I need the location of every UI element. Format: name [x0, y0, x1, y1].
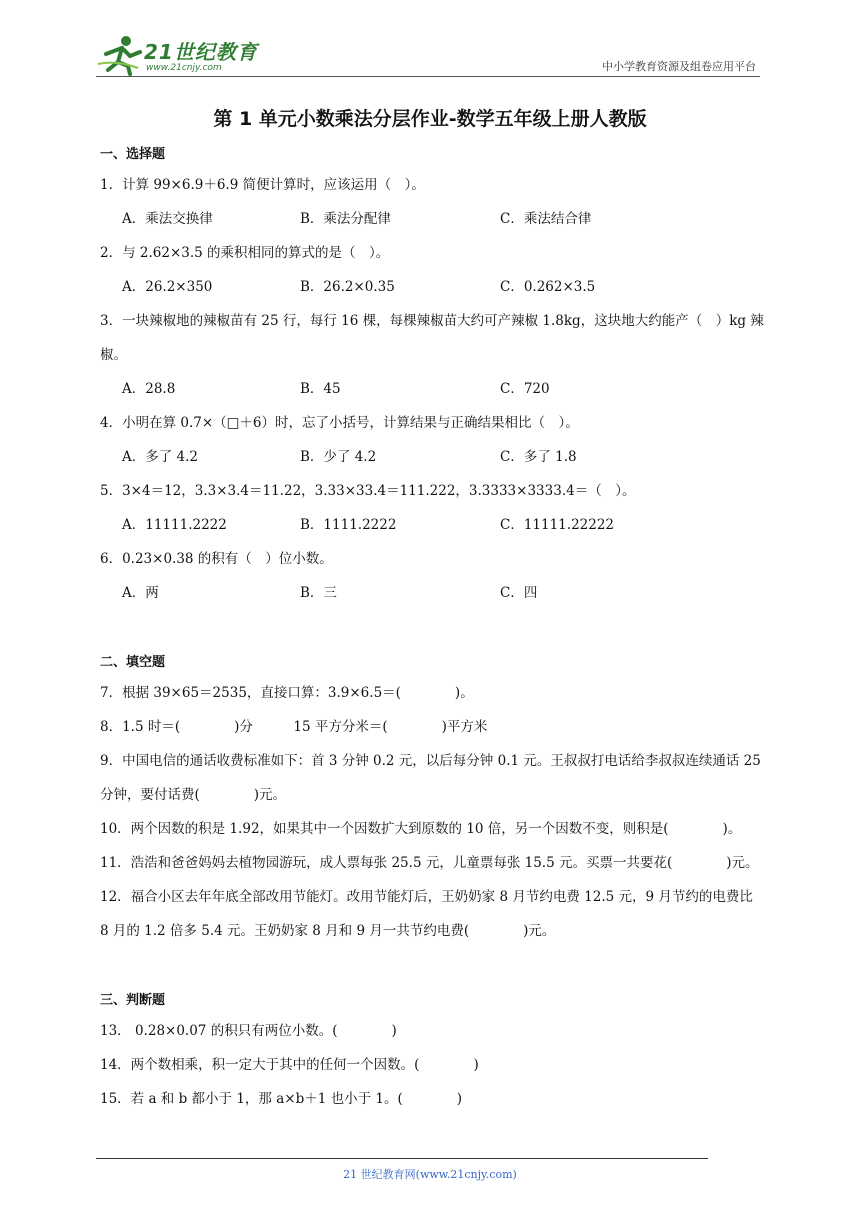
- option: A．两: [122, 585, 159, 601]
- runner-logo-icon: [96, 34, 144, 76]
- option: B．乘法分配律: [300, 211, 391, 227]
- option: B．26.2×0.35: [300, 279, 395, 295]
- header-platform-text: 中小学教育资源及组卷应用平台: [602, 60, 756, 73]
- options-3: [100, 372, 764, 406]
- question-5: 5．3×4＝12，3.3×3.4＝11.22，3.33×33.4＝111.222，3.3333×3333.4＝（ ）。: [100, 483, 636, 499]
- footer-divider: [96, 1158, 708, 1159]
- question-8: 8．1.5 时＝( )分 15 平方分米＝( )平方米: [100, 719, 488, 735]
- question-7: 7．根据 39×65＝2535，直接口算：3.9×6.5＝( )。: [100, 685, 474, 701]
- option: B．45: [300, 381, 341, 397]
- option: C．0.262×3.5: [500, 279, 596, 295]
- section-fill: 二、填空题: [100, 655, 166, 670]
- question-13: 13． 0.28×0.07 的积只有两位小数。( ): [100, 1023, 397, 1039]
- option: A．28.8: [122, 381, 176, 397]
- option: C．多了 1.8: [500, 449, 577, 465]
- question-1: 1．计算 99×6.9＋6.9 简便计算时，应该运用（ ）。: [100, 177, 425, 193]
- question-6: 6．0.23×0.38 的积有（ ）位小数。: [100, 551, 333, 567]
- options-1: [100, 202, 764, 236]
- question-12: 12．福合小区去年年底全部改用节能灯。改用节能灯后，王奶奶家 8 月节约电费 12.5 元，9 月节约的电费比 8 月的 1.2 倍多 5.4 元。王奶奶家 8 月和 9 月一共节约电费( )元。: [100, 889, 753, 939]
- option: C．四: [500, 585, 538, 601]
- logo: [96, 34, 266, 76]
- section-choice: 一、选择题: [100, 147, 166, 162]
- question-10: 10．两个因数的积是 1.92，如果其中一个因数扩大到原数的 10 倍，另一个因数不变，则积是( )。: [100, 821, 742, 837]
- question-11: 11．浩浩和爸爸妈妈去植物园游玩，成人票每张 25.5 元，儿童票每张 15.5 元。买票一共要花( )元。: [100, 855, 759, 871]
- option: B．1111.2222: [300, 517, 397, 533]
- question-4: 4．小明在算 0.7×（□＋6）时，忘了小括号，计算结果与正确结果相比（ ）。: [100, 415, 579, 431]
- option: A．乘法交换律: [122, 211, 213, 227]
- section-judge: 三、判断题: [100, 993, 166, 1008]
- options-5: [100, 508, 764, 542]
- page-header: [96, 30, 760, 78]
- option: C．720: [500, 381, 550, 397]
- option: A．多了 4.2: [122, 449, 199, 465]
- question-15: 15．若 a 和 b 都小于 1，那 a×b＋1 也小于 1。( ): [100, 1091, 463, 1107]
- option: C．乘法结合律: [500, 211, 592, 227]
- logo-text: 21世纪教育: [144, 40, 258, 64]
- options-2: [100, 270, 764, 304]
- options-6: [100, 576, 764, 610]
- question-9: 9．中国电信的通话收费标准如下：首 3 分钟 0.2 元，以后每分钟 0.1 元。王叔叔打电话给李叔叔连续通话 25 分钟，要付话费( )元。: [100, 753, 761, 803]
- worksheet-body: [100, 142, 764, 1116]
- header-divider: [96, 76, 760, 77]
- question-3: 3．一块辣椒地的辣椒苗有 25 行，每行 16 棵，每棵辣椒苗大约可产辣椒 1.8kg，这块地大约能产（ ）kg 辣椒。: [100, 313, 764, 363]
- option: B．少了 4.2: [300, 449, 377, 465]
- question-14: 14．两个数相乘，积一定大于其中的任何一个因数。( ): [100, 1057, 479, 1073]
- logo-url: www.21cnjy.com: [146, 63, 222, 73]
- option: B．三: [300, 585, 337, 601]
- option: A．11111.2222: [122, 517, 227, 533]
- options-4: [100, 440, 764, 474]
- page-footer: 21 世纪教育网(www.21cnjy.com): [343, 1168, 517, 1181]
- option: A．26.2×350: [122, 279, 213, 295]
- page-title: 第 1 单元小数乘法分层作业-数学五年级上册人教版: [213, 108, 647, 130]
- option: C．11111.22222: [500, 517, 615, 533]
- question-2: 2．与 2.62×3.5 的乘积相同的算式的是（ ）。: [100, 245, 390, 261]
